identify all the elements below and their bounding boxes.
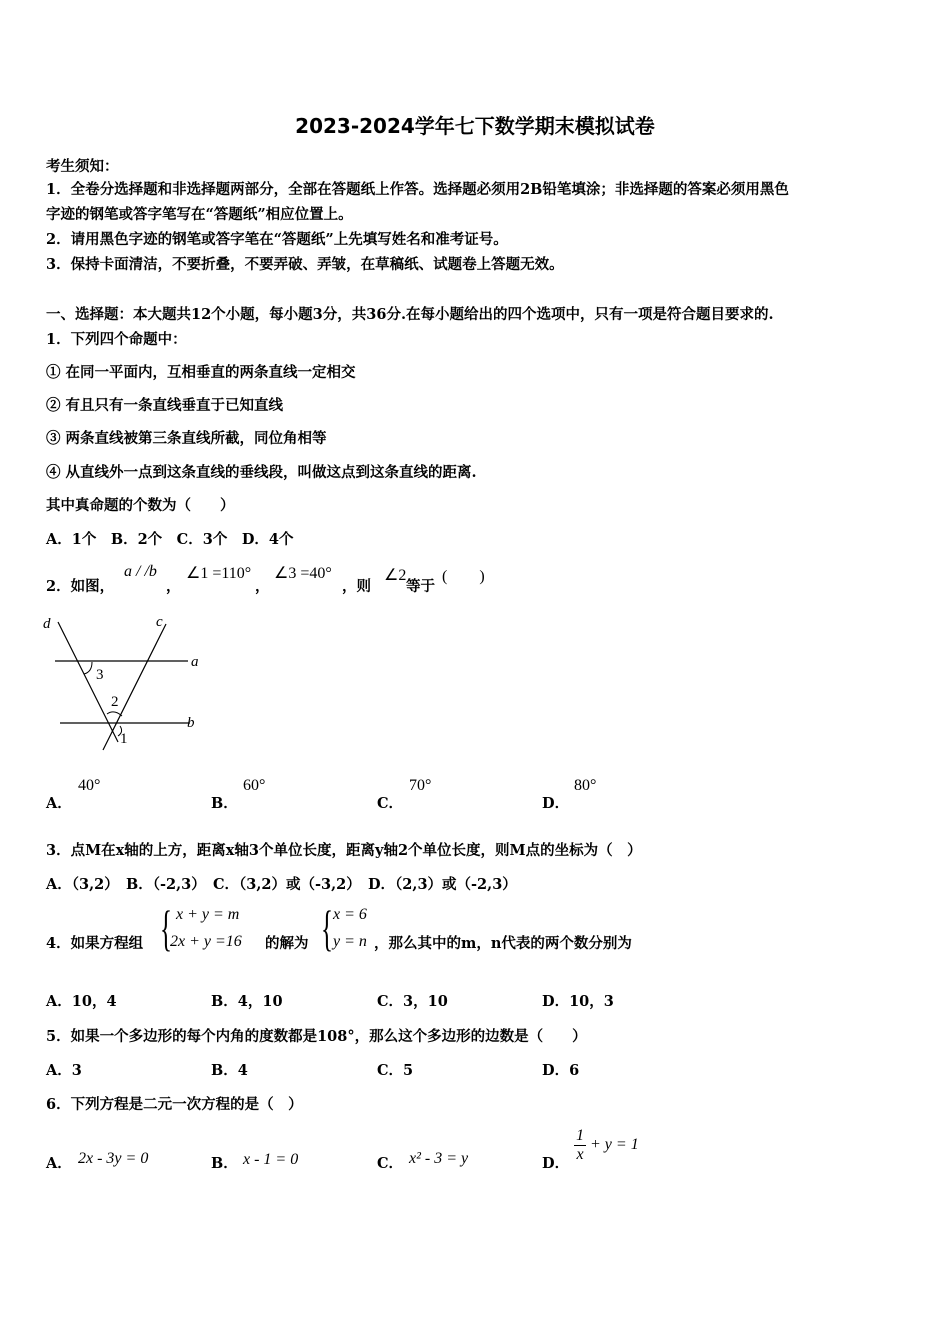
q2-option-a-letter: A． [46,795,72,812]
q6-option-b-letter: B． [211,1155,238,1172]
q3-options: A．（3,2） B．（-2,3） C．（3,2）或（-3,2） D．（2,3）或（-2,3） [46,876,517,893]
q2-option-c-value: 70° [409,777,432,794]
notice-item-2: 2．请用黑色字迹的钢笔或答字笔在“答题纸”上先填写姓名和准考证号。 [46,231,508,248]
q2-comma-2: ， [255,578,270,595]
q2-condition-angle1: ∠1 =110° [186,565,252,582]
q2-prefix: 2．如图， [46,578,115,595]
notice-item-3: 3．保持卡面清洁，不要折叠，不要弄破、弄皱，在草稿纸、试题卷上答题无效。 [46,256,564,273]
q6-option-a-letter: A． [46,1155,72,1172]
q2-option-b-letter: B． [211,795,238,812]
q4-equation-1: x + y = m [176,906,240,923]
q1-question: 其中真命题的个数为（ ） [46,497,235,514]
q2-figure [40,612,210,752]
q2-option-d-letter: D． [542,795,570,812]
q4-equation-2: 2x + y =16 [170,933,242,950]
label-a: a [191,654,199,670]
q6-option-d-value: $\frac{1}{x}$ + y = 1 [576,1127,639,1163]
q5-option-d: D．6 [542,1062,580,1079]
q2-option-b-value: 60° [243,777,266,794]
q1-proposition-4: ④ 从直线外一点到这条直线的垂线段，叫做这点到这条直线的距离. [46,464,477,481]
q6-option-d-letter: D． [542,1155,570,1172]
q4-mid: 的解为 [265,935,309,952]
angle-3-arc [84,662,92,674]
notice-heading: 考生须知： [46,158,119,175]
q2-condition-angle3: ∠3 =40° [274,565,332,582]
notice-item-1: 1．全卷分选择题和非选择题两部分，全部在答题纸上作答。选择题必须用2B铅笔填涂；非选择题的答案必须用黑色 [46,181,789,198]
line-c [103,624,166,750]
label-d: d [43,616,51,632]
fraction: $\frac{1}{x}$ [576,1127,584,1163]
q2-comma-1: ， [166,578,181,595]
q1-stem: 1．下列四个命题中： [46,331,187,348]
q5-option-a: A．3 [46,1062,82,1079]
q2-option-c-letter: C． [377,795,404,812]
q6-option-c-value: x² - 3 = y [409,1150,469,1167]
q4-solution-x: x = 6 [333,906,367,923]
q1-proposition-2: ② 有且只有一条直线垂直于已知直线 [46,397,284,414]
q4-system-brace: { [160,900,172,956]
q4-option-a: A．10，4 [46,993,117,1010]
q4-suffix: ，那么其中的m，n代表的两个数分别为 [374,935,632,952]
q6-option-c-letter: C． [377,1155,404,1172]
q1-proposition-1: ① 在同一平面内，互相垂直的两条直线一定相交 [46,364,356,381]
page-title: 2023-2024学年七下数学期末模拟试卷 [295,114,655,138]
q4-option-d: D．10，3 [542,993,614,1010]
label-b: b [187,715,195,731]
q2-target-angle: ∠2 [384,567,407,584]
q1-options: A．1个 B．2个 C．3个 D．4个 [46,531,294,548]
label-1: 1 [120,731,128,747]
q4-solution-y: y = n [333,933,367,950]
q5-option-c: C．5 [377,1062,414,1079]
q3-stem: 3．点M在x轴的上方，距离x轴3个单位长度，距离y轴2个单位长度，则M点的坐标为（ ） [46,842,642,859]
q2-option-a-value: 40° [78,777,101,794]
q5-stem: 5．如果一个多边形的每个内角的度数都是108°，那么这个多边形的边数是（ ） [46,1028,587,1045]
q1-proposition-3: ③ 两条直线被第三条直线所截，同位角相等 [46,430,327,447]
q4-option-b: B．4，10 [211,993,283,1010]
q6-option-a-value: 2x - 3y = 0 [78,1150,149,1167]
q5-option-b: B．4 [211,1062,248,1079]
q6-option-b-value: x - 1 = 0 [243,1151,299,1168]
q2-answer-blank: ( ) [442,568,485,585]
notice-item-1-cont: 字迹的钢笔或答字笔写在“答题纸”相应位置上。 [46,206,353,223]
q2-suffix: 等于 [406,578,435,595]
q4-option-c: C．3，10 [377,993,448,1010]
line-d [58,622,118,742]
q2-condition-parallel: a / /b [124,563,157,580]
label-2: 2 [111,694,119,710]
q4-solution-brace: { [321,900,333,956]
q2-option-d-value: 80° [574,777,597,794]
label-c: c [156,614,163,630]
q2-then: ，则 [342,578,371,595]
label-3: 3 [96,667,104,683]
q6-stem: 6．下列方程是二元一次方程的是（ ） [46,1096,303,1113]
section-heading: 一、选择题：本大题共12个小题，每小题3分，共36分.在每小题给出的四个选项中，只有一项是符合题目要求的. [46,306,774,323]
q4-prefix: 4．如果方程组 [46,935,144,952]
